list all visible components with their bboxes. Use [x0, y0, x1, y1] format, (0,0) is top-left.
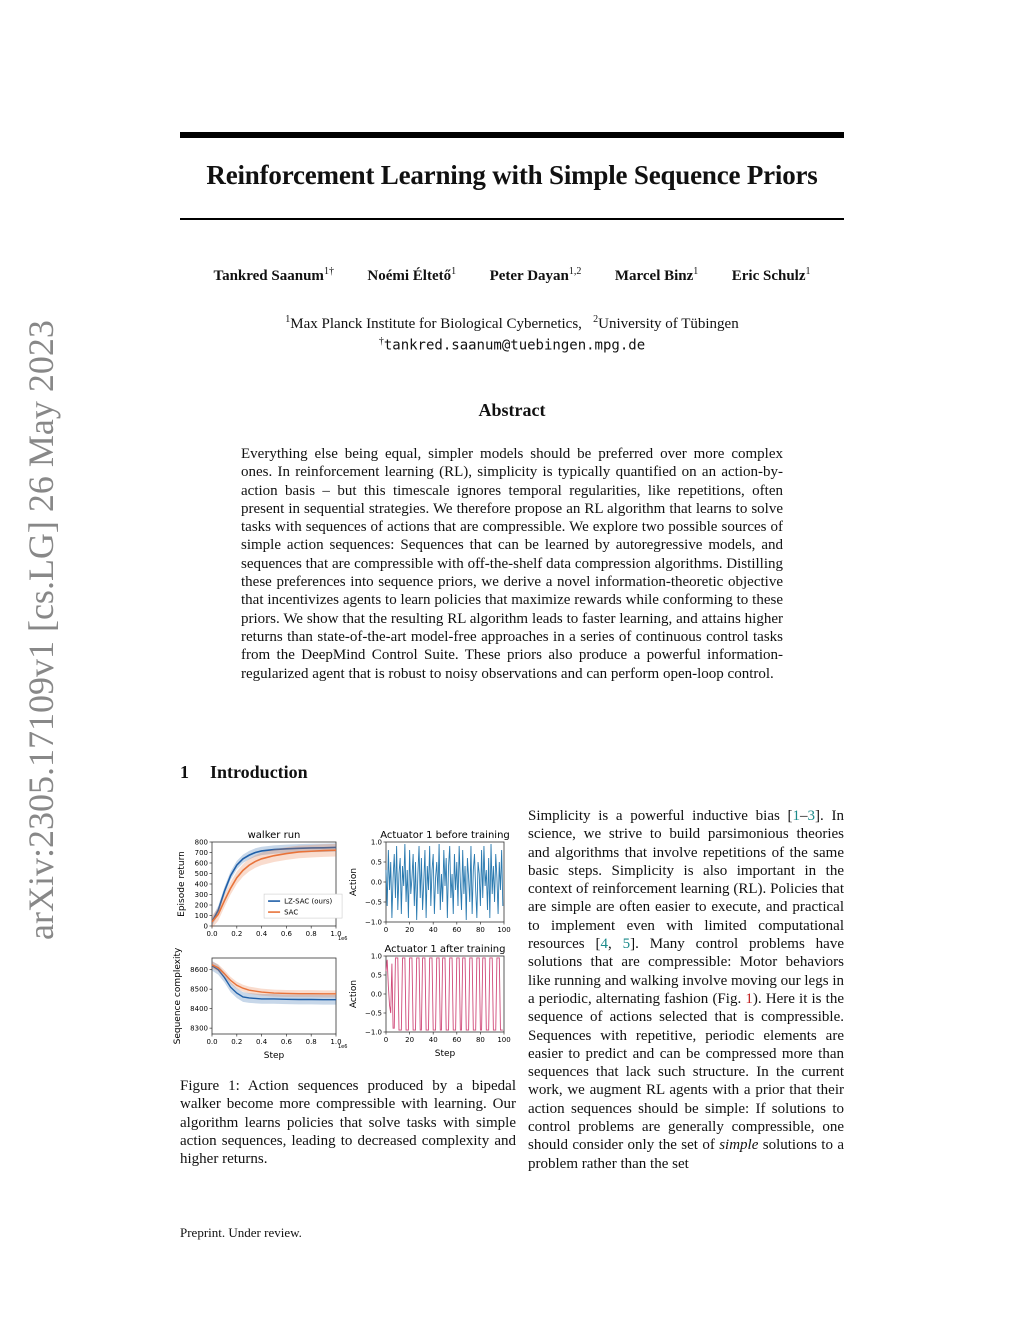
citation-link[interactable]: 4 — [600, 936, 609, 953]
y-tick-label: −1.0 — [365, 1028, 382, 1037]
author: Eric Schulz$^1$ — [731, 266, 811, 284]
author: Tankred Saanum$^{1\dagger}$ — [213, 266, 334, 284]
y-tick-label: 700 — [194, 849, 208, 857]
x-tick-label: 60 — [452, 926, 462, 934]
abstract-text: Everything else being equal, simpler models should be preferred over more complex ones. In reinforcement learning (RL), simplicity is typically quantified on an action-by-action basis – but this timescale ignores temporal regularities, like repetitions, often present in sequential strategies. We therefore propose an RL algorithm that learns to solve tasks with sequences of actions that are compressible. We explore two possible sources of simple action sequences: Sequences that can be learned by autoregressive models, and sequences that are compressible with off-the-shelf data compression algorithms. Distilling these preferences into sequence priors, we derive a novel information-theoretic objective that incentivizes agents to learn policies that maximize rewards while conforming to these priors. We show that the resulting RL algorithm leads to faster learning, and attains higher returns than state-of-the-art model-free approaches in a series of continuous control tasks from the DeepMind Control Suite. These priors also produce a powerful information-regularized agent that is robust to noisy observations and can perform open-loop control. — [241, 446, 783, 682]
citation-link[interactable]: 5 — [622, 936, 631, 953]
y-tick-label: 300 — [194, 891, 208, 899]
citation-link[interactable]: 3 — [807, 808, 816, 824]
x-tick-label: 40 — [428, 1036, 438, 1044]
chart-legend — [264, 894, 342, 918]
x-tick-label: 60 — [452, 1036, 462, 1044]
abstract-heading: Abstract — [478, 400, 546, 420]
x-tick-label: 20 — [405, 926, 415, 934]
y-tick-label: 200 — [194, 901, 208, 910]
y-axis-label: Sequence complexity — [173, 947, 183, 1045]
chart-title: Actuator 1 after training — [384, 944, 506, 955]
intro-paragraph: Simplicity is a powerful inductive bias [1–3]. In science, we strive to build parsimonious theories and algorithms that involve repetitions of the same basic steps. Simplicity is also important in the context of reinforcement learning (RL). Policies that are simple are often easier to execute, and practical to implement even with limited computational resources [4, 5]. Many control problems have solutions that are compressible: Motor behaviors like running and walking involve moving our legs in a periodic, alternating fashion (Fig. 1). Here it is the sequence of actions selected that is compressible. Sequences with repetitive, periodic elements are easier to predict and can be compressed more than sequences that lack such structure. In the current work, we augment RL agents with a prior that their action sequences should be simple: If solutions to control problems are generally compressible, one should consider only the set of simple solutions to a problem rather than the set — [528, 808, 844, 1172]
contact-email[interactable]: †tankred.saanum@tuebingen.mpg.de — [378, 336, 646, 354]
y-tick-label: 0 — [203, 922, 208, 931]
y-tick-label: 8400 — [190, 1005, 208, 1014]
legend-label: SAC — [284, 908, 299, 917]
chart-title: walker run — [247, 830, 301, 841]
figure-link[interactable]: 1 — [745, 990, 753, 1007]
y-tick-label: 8500 — [190, 985, 208, 994]
x-tick-label: 80 — [475, 1036, 485, 1044]
y-axis-label: Action — [349, 867, 359, 897]
x-tick-label: 0 — [383, 1036, 389, 1044]
author: Noémi Éltető$^1$ — [367, 266, 457, 284]
x-tick-label: 0.4 — [256, 1038, 268, 1046]
y-axis-label: Action — [349, 979, 359, 1009]
y-tick-label: 0.5 — [370, 858, 382, 867]
x-tick-label: 0.2 — [231, 930, 243, 938]
x-tick-label: 0.4 — [256, 930, 268, 938]
x-axis-label: Step — [434, 1049, 456, 1059]
y-tick-label: 400 — [194, 880, 208, 889]
x-tick-label: 0.8 — [305, 1038, 317, 1046]
y-axis-label: Episode return — [177, 851, 187, 917]
y-tick-label: 800 — [194, 838, 208, 847]
citation-link[interactable]: 1 — [792, 808, 801, 824]
author-list — [180, 266, 844, 285]
chart-sequence-complexity — [173, 947, 347, 1061]
chart-title: Actuator 1 before training — [380, 830, 510, 841]
y-tick-label: 0.0 — [370, 878, 382, 887]
x-tick-label: 0.6 — [280, 930, 292, 938]
footer-note: Preprint. Under review. — [180, 1225, 302, 1240]
x-tick-label: 1.0 — [330, 930, 342, 938]
x-tick-label: 1.0 — [330, 1038, 342, 1046]
title-rule-bottom — [180, 218, 844, 220]
x-tick-label: 0.2 — [231, 1038, 243, 1046]
arxiv-side-label: arXiv:2305.17109v1 [cs.LG] 26 May 2023 — [21, 320, 61, 940]
section-heading: 1 Introduction — [180, 762, 308, 782]
x-tick-label: 0.0 — [206, 1038, 218, 1046]
y-tick-label: 500 — [194, 870, 208, 878]
chart-episode-return — [177, 830, 347, 942]
affiliations: $^1$Max Planck Institute for Biological Cybernetics, $^2$University of Tübingen — [285, 314, 739, 332]
x-multiplier: 1e6 — [338, 936, 348, 942]
x-tick-label: 0.6 — [280, 1038, 292, 1046]
y-tick-label: 0.0 — [370, 990, 382, 999]
y-tick-label: 1.0 — [370, 952, 382, 961]
legend-label: LZ-SAC (ours) — [284, 897, 333, 906]
x-tick-label: 0.8 — [305, 930, 317, 938]
paper-title: Reinforcement Learning with Simple Sequence Priors — [206, 160, 818, 190]
x-tick-label: 40 — [428, 926, 438, 934]
x-tick-label: 20 — [405, 1036, 415, 1044]
x-tick-label: 0 — [383, 926, 389, 934]
title-rule-top — [180, 132, 844, 138]
y-tick-label: 600 — [194, 859, 208, 868]
figure-caption: Figure 1: Action sequences produced by a bipedal walker become more compressible with learning. Our algorithm learns policies that solve tasks with simple action sequences, leading to decreased complexity and higher returns. — [180, 1078, 516, 1168]
y-tick-label: 8600 — [190, 966, 208, 975]
y-tick-label: 100 — [194, 912, 208, 920]
x-multiplier: 1e6 — [338, 1044, 348, 1050]
x-axis-label: Step — [263, 1051, 285, 1061]
y-tick-label: −0.5 — [365, 1009, 382, 1018]
y-tick-label: 8300 — [190, 1024, 208, 1033]
x-tick-label: 0.0 — [206, 930, 218, 938]
chart-actuator-before — [349, 830, 511, 934]
series-line — [386, 958, 503, 1030]
y-tick-label: 1.0 — [370, 838, 382, 847]
author: Peter Dayan$^{1,2}$ — [489, 266, 582, 284]
figure-1 — [173, 826, 522, 1068]
y-tick-label: −1.0 — [365, 918, 382, 927]
x-tick-label: 100 — [497, 926, 511, 934]
x-tick-label: 80 — [475, 926, 485, 934]
series-line — [386, 844, 503, 920]
x-tick-label: 100 — [497, 1036, 511, 1044]
y-tick-label: −0.5 — [365, 898, 382, 907]
author: Marcel Binz$^1$ — [614, 266, 699, 284]
chart-actuator-after — [349, 944, 511, 1059]
y-tick-label: 0.5 — [370, 971, 382, 980]
